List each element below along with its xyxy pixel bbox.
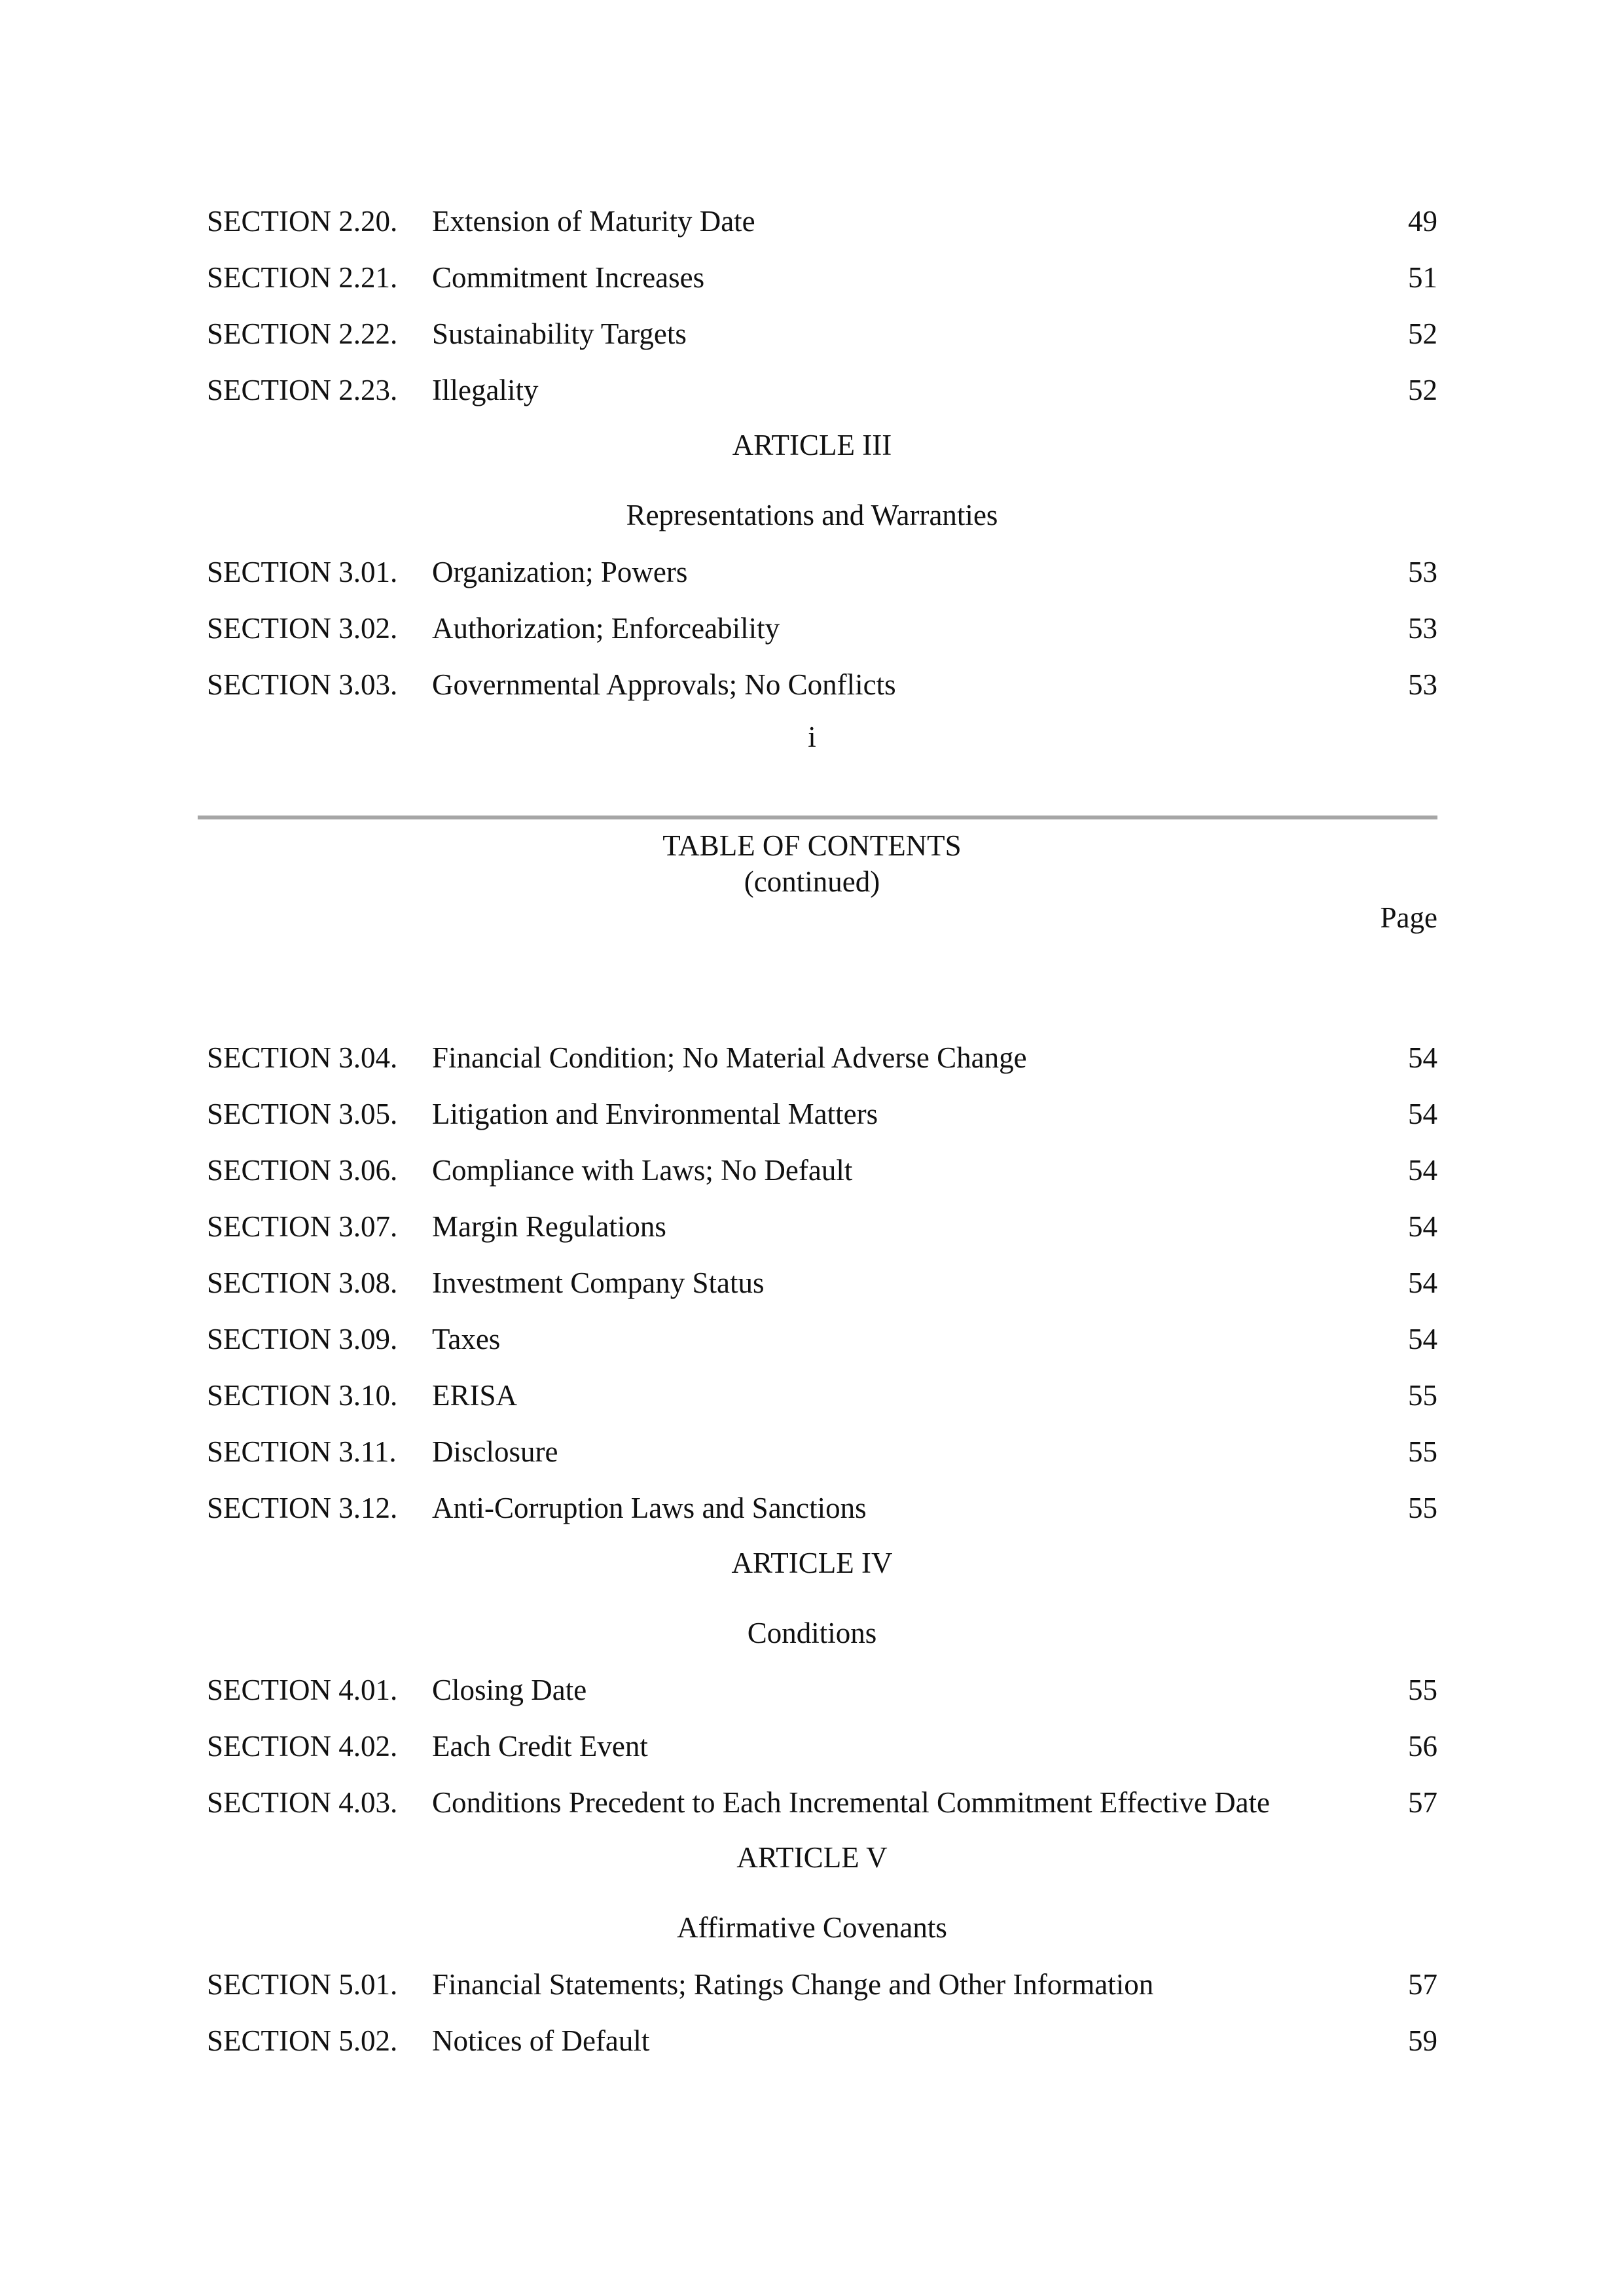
toc-entry-3-03[interactable] — [207, 670, 1437, 709]
section-title: Financial Statements; Ratings Change and Other Information — [432, 1968, 1154, 2001]
section-number: SECTION 3.09. — [207, 1323, 398, 1355]
article-heading: ARTICLE IV — [731, 1547, 893, 1579]
section-number: SECTION 2.21. — [207, 261, 398, 294]
toc-subheading: (continued) — [744, 865, 880, 898]
section-page: 55 — [1408, 1674, 1437, 1706]
article-caption: Representations and Warranties — [626, 499, 998, 531]
section-page: 54 — [1408, 1210, 1437, 1243]
section-page: 52 — [1408, 374, 1437, 406]
toc-entry-2-23[interactable] — [207, 376, 1437, 415]
section-page: 53 — [1408, 668, 1437, 701]
toc-entry-2-21[interactable] — [207, 263, 1437, 302]
article-heading: ARTICLE V — [736, 1841, 888, 1874]
toc-entry-3-06[interactable] — [207, 1156, 1437, 1195]
section-title: ERISA — [432, 1379, 518, 1412]
section-number: SECTION 3.01. — [207, 556, 398, 588]
section-title: Illegality — [432, 374, 539, 406]
section-title: Extension of Maturity Date — [432, 205, 755, 238]
section-number: SECTION 2.20. — [207, 205, 398, 238]
page-column-label: Page — [1380, 901, 1437, 934]
section-number: SECTION 4.01. — [207, 1674, 398, 1706]
section-number: SECTION 5.01. — [207, 1968, 398, 2001]
toc-entry-4-03[interactable] — [207, 1788, 1437, 1827]
section-number: SECTION 4.03. — [207, 1786, 398, 1819]
section-title: Litigation and Environmental Matters — [432, 1098, 878, 1130]
section-number: SECTION 3.06. — [207, 1154, 398, 1187]
section-number: SECTION 3.07. — [207, 1210, 398, 1243]
section-number: SECTION 3.11. — [207, 1435, 397, 1468]
toc-entry-4-02[interactable] — [207, 1732, 1437, 1771]
toc-entry-5-01[interactable] — [207, 1970, 1437, 2009]
section-title: Each Credit Event — [432, 1730, 648, 1763]
section-title: Disclosure — [432, 1435, 558, 1468]
toc-entry-3-11[interactable] — [207, 1437, 1437, 1477]
section-page: 53 — [1408, 612, 1437, 645]
article-heading: ARTICLE III — [732, 429, 892, 461]
section-number: SECTION 3.08. — [207, 1266, 398, 1299]
section-number: SECTION 3.02. — [207, 612, 398, 645]
toc-entry-3-12[interactable] — [207, 1494, 1437, 1533]
section-title: Taxes — [432, 1323, 501, 1355]
section-page: 52 — [1408, 317, 1437, 350]
section-page: 54 — [1408, 1098, 1437, 1130]
toc-entry-4-01[interactable] — [207, 1676, 1437, 1715]
section-page: 51 — [1408, 261, 1437, 294]
section-page: 56 — [1408, 1730, 1437, 1763]
toc-entry-3-01[interactable] — [207, 558, 1437, 597]
section-number: SECTION 3.05. — [207, 1098, 398, 1130]
section-page: 54 — [1408, 1266, 1437, 1299]
section-page: 55 — [1408, 1379, 1437, 1412]
section-title: Margin Regulations — [432, 1210, 666, 1243]
toc-entry-3-04[interactable] — [207, 1043, 1437, 1083]
section-page: 54 — [1408, 1154, 1437, 1187]
section-page: 55 — [1408, 1492, 1437, 1524]
page-break-divider — [198, 816, 1437, 819]
section-page: 54 — [1408, 1041, 1437, 1074]
section-number: SECTION 3.10. — [207, 1379, 398, 1412]
section-title: Anti-Corruption Laws and Sanctions — [432, 1492, 867, 1524]
section-title: Organization; Powers — [432, 556, 688, 588]
section-title: Sustainability Targets — [432, 317, 687, 350]
section-title: Authorization; Enforceability — [432, 612, 780, 645]
section-number: SECTION 3.12. — [207, 1492, 398, 1524]
article-caption: Conditions — [747, 1617, 877, 1649]
toc-entry-3-02[interactable] — [207, 614, 1437, 653]
section-title: Notices of Default — [432, 2024, 650, 2057]
section-title: Conditions Precedent to Each Incremental Commitment Effective Date — [432, 1786, 1271, 1819]
toc-entry-5-02[interactable] — [207, 2026, 1437, 2066]
section-page: 59 — [1408, 2024, 1437, 2057]
section-number: SECTION 4.02. — [207, 1730, 398, 1763]
section-number: SECTION 2.23. — [207, 374, 398, 406]
toc-entry-3-09[interactable] — [207, 1325, 1437, 1364]
toc-entry-3-10[interactable] — [207, 1381, 1437, 1420]
section-title: Financial Condition; No Material Adverse Change — [432, 1041, 1027, 1074]
section-page: 57 — [1408, 1786, 1437, 1819]
toc-entry-3-07[interactable] — [207, 1212, 1437, 1251]
section-title: Closing Date — [432, 1674, 587, 1706]
section-page: 53 — [1408, 556, 1437, 588]
section-page: 55 — [1408, 1435, 1437, 1468]
article-caption: Affirmative Covenants — [677, 1911, 947, 1944]
section-number: SECTION 2.22. — [207, 317, 398, 350]
section-page: 49 — [1408, 205, 1437, 238]
section-number: SECTION 3.04. — [207, 1041, 398, 1074]
section-number: SECTION 5.02. — [207, 2024, 398, 2057]
toc-entry-2-20[interactable] — [207, 207, 1437, 246]
toc-entry-2-22[interactable] — [207, 319, 1437, 359]
section-page: 57 — [1408, 1968, 1437, 2001]
page-number: i — [808, 721, 816, 753]
toc-heading: TABLE OF CONTENTS — [662, 829, 962, 862]
section-number: SECTION 3.03. — [207, 668, 398, 701]
toc-entry-3-08[interactable] — [207, 1268, 1437, 1308]
section-title: Commitment Increases — [432, 261, 705, 294]
section-title: Governmental Approvals; No Conflicts — [432, 668, 896, 701]
toc-entry-3-05[interactable] — [207, 1100, 1437, 1139]
section-title: Investment Company Status — [432, 1266, 765, 1299]
section-title: Compliance with Laws; No Default — [432, 1154, 853, 1187]
section-page: 54 — [1408, 1323, 1437, 1355]
